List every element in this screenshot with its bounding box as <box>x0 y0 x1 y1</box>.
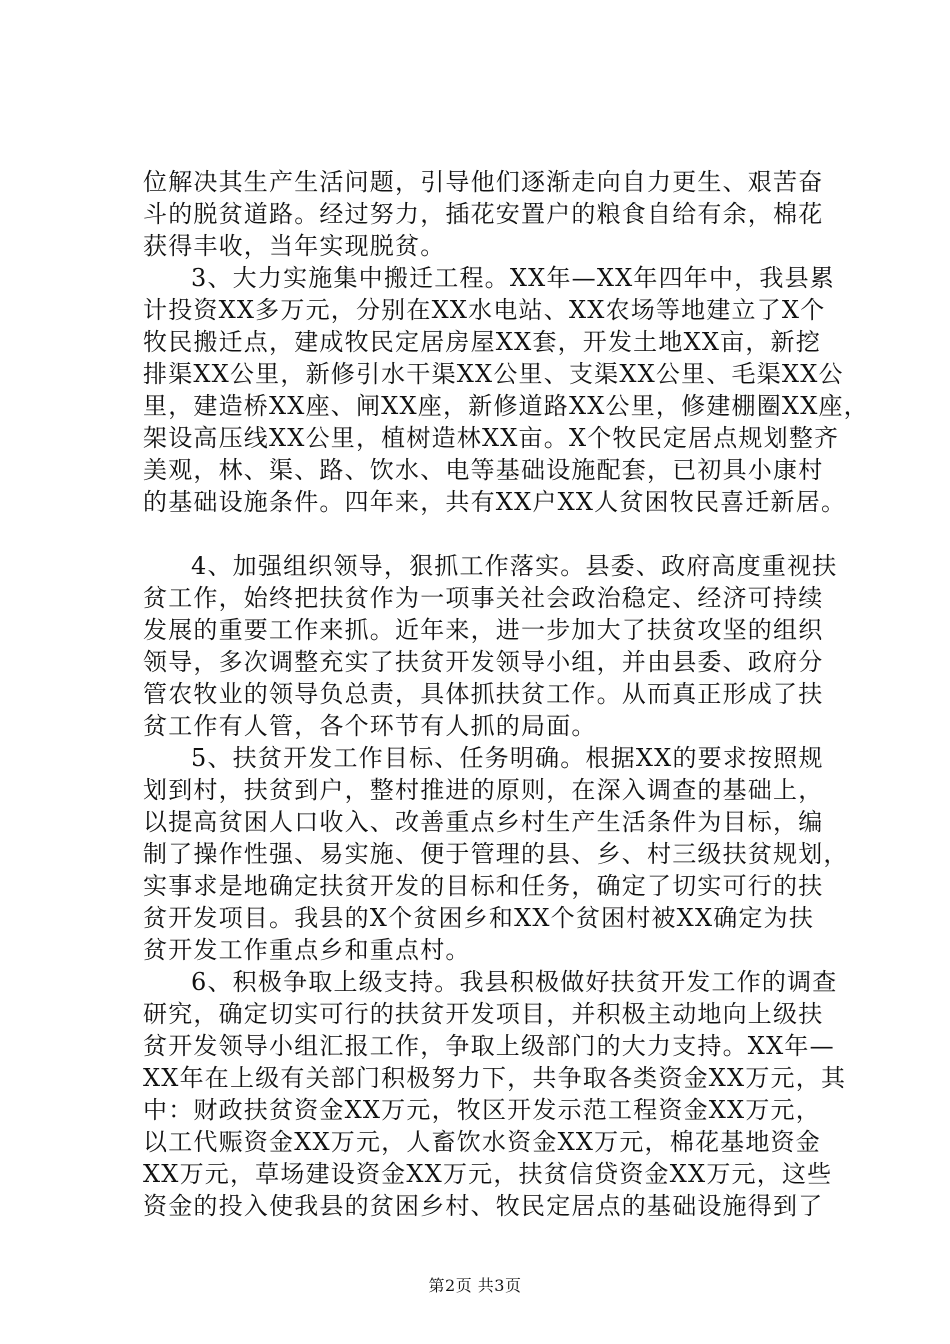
text-line: 制了操作性强、易实施、便于管理的县、乡、村三级扶贫规划， <box>143 840 849 868</box>
paragraph-start-line: 6、积极争取上级支持。我县积极做好扶贫开发工作的调查 <box>191 968 838 996</box>
text-line: 位解决其生产生活问题，引导他们逐渐走向自力更生、艰苦奋 <box>143 168 824 196</box>
text-line: 架设高压线XX公里，植树造林XX亩。X个牧民定居点规划整齐 <box>143 424 840 452</box>
text-line: 中：财政扶贫资金XX万元，牧区开发示范工程资金XX万元， <box>143 1096 821 1124</box>
text-line: 实事求是地确定扶贫开发的目标和任务，确定了切实可行的扶 <box>143 872 824 900</box>
text-line: 里，建造桥XX座、闸XX座，新修道路XX公里，修建棚圈XX座， <box>143 392 869 420</box>
text-line: 牧民搬迁点，建成牧民定居房屋XX套，开发土地XX亩，新挖 <box>143 328 821 356</box>
text-line: 贫工作有人管，各个环节有人抓的局面。 <box>143 712 597 740</box>
text-line: 领导，多次调整充实了扶贫开发领导小组，并由县委、政府分 <box>143 648 824 676</box>
text-line: 贫开发工作重点乡和重点村。 <box>143 936 471 964</box>
text-line: 研究，确定切实可行的扶贫开发项目，并积极主动地向上级扶 <box>143 1000 824 1028</box>
document-body <box>143 166 869 1222</box>
paragraph-start-line: 5、扶贫开发工作目标、任务明确。根据XX的要求按照规 <box>191 744 824 772</box>
text-line: 的基础设施条件。四年来，共有XX户XX人贫困牧民喜迁新居。 <box>143 488 847 516</box>
text-line: 获得丰收，当年实现脱贫。 <box>143 232 446 260</box>
text-line: 管农牧业的领导负总责，具体抓扶贫工作。从而真正形成了扶 <box>143 680 824 708</box>
text-line: 美观，林、渠、路、饮水、电等基础设施配套，已初具小康村 <box>143 456 824 484</box>
paragraph-gap <box>143 518 833 550</box>
text-line: 贫工作，始终把扶贫作为一项事关社会政治稳定、经济可持续 <box>143 584 824 612</box>
text-line: 贫开发项目。我县的X个贫困乡和XX个贫困村被XX确定为扶 <box>143 904 815 932</box>
text-line: 排渠XX公里，新修引水干渠XX公里、支渠XX公里、毛渠XX公 <box>143 360 844 388</box>
text-line: 发展的重要工作来抓。近年来，进一步加大了扶贫攻坚的组织 <box>143 616 824 644</box>
text-line: 斗的脱贫道路。经过努力，插花安置户的粮食自给有余，棉花 <box>143 200 824 228</box>
paragraph-start-line: 3、大力实施集中搬迁工程。XX年—XX年四年中，我县累 <box>191 264 836 292</box>
text-line: 划到村，扶贫到户，整村推进的原则，在深入调查的基础上， <box>143 776 824 804</box>
page-number-footer: 第2页 共3页 <box>428 1276 522 1295</box>
text-line: 贫开发领导小组汇报工作，争取上级部门的大力支持。XX年— <box>143 1032 835 1060</box>
text-line: 以工代赈资金XX万元，人畜饮水资金XX万元，棉花基地资金 <box>143 1128 821 1156</box>
text-line: 以提高贫困人口收入、改善重点乡村生产生活条件为目标，编 <box>143 808 824 836</box>
text-line: XX年在上级有关部门积极努力下，共争取各类资金XX万元，其 <box>143 1064 847 1092</box>
paragraph-start-line: 4、加强组织领导，狠抓工作落实。县委、政府高度重视扶 <box>191 552 838 580</box>
text-line: XX万元，草场建设资金XX万元，扶贫信贷资金XX万元，这些 <box>143 1160 833 1188</box>
text-line: 资金的投入使我县的贫困乡村、牧民定居点的基础设施得到了 <box>143 1192 824 1220</box>
text-line: 计投资XX多万元，分别在XX水电站、XX农场等地建立了X个 <box>143 296 826 324</box>
